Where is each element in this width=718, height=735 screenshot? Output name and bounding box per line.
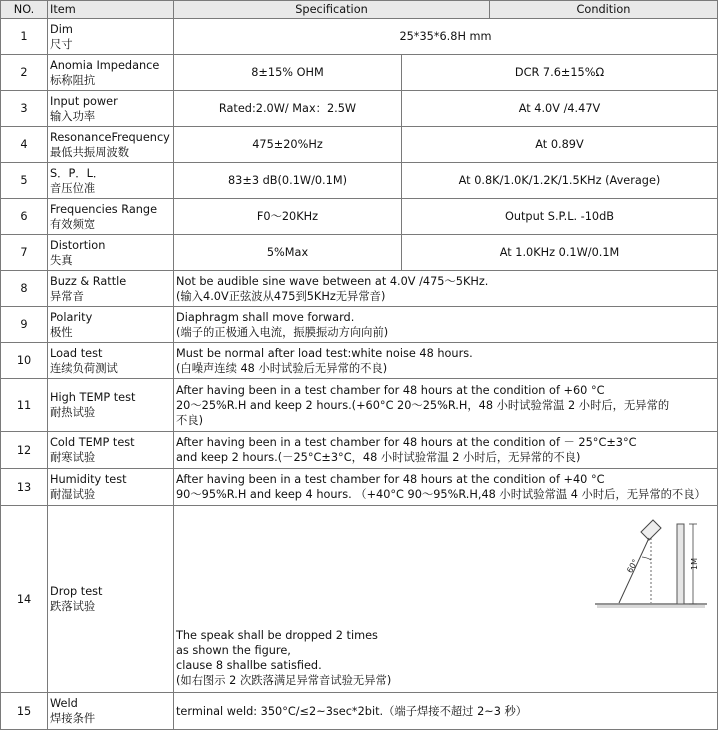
header-item: Item xyxy=(48,1,174,19)
item-name-cn: 极性 xyxy=(50,325,73,339)
item-name-cn: 焊接条件 xyxy=(50,712,96,725)
row-number: 1 xyxy=(1,19,48,55)
spec-value: 83±3 dB(0.1W/0.1M) xyxy=(174,163,402,199)
spec-value: F0～20KHz xyxy=(174,199,402,235)
angle-label: 60° xyxy=(625,557,641,575)
requirement-text xyxy=(174,343,718,379)
spec-value: 8±15% OHM xyxy=(174,55,402,91)
item-cell xyxy=(48,307,174,343)
item-name-en: Weld xyxy=(50,697,78,710)
item-name-cn: 音压位准 xyxy=(50,181,96,195)
condition-value: At 0.8K/1.0K/1.2K/1.5KHz (Average) xyxy=(402,163,718,199)
requirement-text xyxy=(174,432,718,469)
item-name-en: S．P．L． xyxy=(50,166,105,180)
requirement-line: and keep 2 hours.(－25°C±3°C，48 小时试验常温 2 小时后，无异常的不良) xyxy=(176,451,581,464)
requirement-text xyxy=(174,271,718,307)
item-name-cn: 标称阻抗 xyxy=(50,73,96,87)
item-cell xyxy=(48,55,174,91)
item-name-cn: 最低共振周波数 xyxy=(50,145,130,159)
item-name-en: ResonanceFrequency xyxy=(50,130,170,144)
item-name-cn: 耐热试验 xyxy=(50,406,96,419)
item-name-en: Drop test xyxy=(50,585,103,598)
item-cell xyxy=(48,469,174,506)
item-cell xyxy=(48,19,174,55)
spec-value: Rated:2.0W/ Max：2.5W xyxy=(174,91,402,127)
item-name-cn: 连续负荷测试 xyxy=(50,361,118,375)
test-stand xyxy=(677,524,684,604)
row-number: 4 xyxy=(1,127,48,163)
header-specification: Specification xyxy=(174,1,490,19)
requirement-line: After having been in a test chamber for 48 hours at the condition of +60 °C xyxy=(176,383,605,397)
item-name-en: Humidity test xyxy=(50,473,127,486)
spec-value: 5%Max xyxy=(174,235,402,271)
requirement-line: Not be audible sine wave between at 4.0V /475～5KHz. xyxy=(176,274,489,288)
table-row xyxy=(1,271,718,307)
item-cell xyxy=(48,379,174,432)
requirement-line: (白噪声连续 48 小时试验后无异常的不良) xyxy=(176,361,388,375)
item-cell xyxy=(48,235,174,271)
row-number: 14 xyxy=(1,506,48,693)
requirement-text xyxy=(174,469,718,506)
requirement-line: terminal weld: 350°C/≤2~3sec*2bit.（端子焊接不超过 2~3 秒） xyxy=(176,704,528,718)
table-row xyxy=(1,55,718,91)
requirement-line: (输入4.0V正弦波从475到5KHz无异常音) xyxy=(176,289,386,303)
header-row xyxy=(1,1,718,19)
requirement-line: (端子的正极通入电流，振膜振动方向向前) xyxy=(176,325,389,339)
item-cell xyxy=(48,693,174,730)
item-name-en: Frequencies Range xyxy=(50,202,158,216)
item-name-cn: 异常音 xyxy=(50,289,84,303)
table-row xyxy=(1,379,718,432)
item-cell xyxy=(48,91,174,127)
requirement-line: 90～95%R.H and keep 4 hours. （+40°C 90～95%R.H,48 小时试验常温 4 小时后，无异常的不良） xyxy=(176,488,706,501)
table-row xyxy=(1,307,718,343)
row-number: 7 xyxy=(1,235,48,271)
row-number: 2 xyxy=(1,55,48,91)
item-cell xyxy=(48,199,174,235)
requirement-line: Diaphragm shall move forward. xyxy=(176,310,355,324)
item-name-cn: 有效频宽 xyxy=(50,217,96,231)
item-name-en: High TEMP test xyxy=(50,391,136,404)
item-cell xyxy=(48,127,174,163)
speaker-sample xyxy=(641,520,661,540)
floor-base xyxy=(597,605,705,608)
requirement-text xyxy=(174,307,718,343)
table-row xyxy=(1,469,718,506)
requirement-text xyxy=(174,379,718,432)
item-name-cn: 输入功率 xyxy=(50,109,96,123)
item-name-en: Cold TEMP test xyxy=(50,436,135,449)
item-cell xyxy=(48,506,174,693)
table-row xyxy=(1,19,718,55)
table-row xyxy=(1,235,718,271)
item-name-en: Buzz & Rattle xyxy=(50,274,127,288)
row-number: 11 xyxy=(1,379,48,432)
requirement-line: After having been in a test chamber for 48 hours at the condition of － 25°C±3°C xyxy=(176,436,637,449)
requirement-line: (如右图示 2 次跌落满足异常音试验无异常) xyxy=(176,674,392,687)
header-condition: Condition xyxy=(490,1,718,19)
table-row xyxy=(1,163,718,199)
table-row xyxy=(1,127,718,163)
spec-value: 25*35*6.8H mm xyxy=(174,19,718,55)
spec-value: 475±20%Hz xyxy=(174,127,402,163)
item-name-en: Input power xyxy=(50,94,118,108)
item-name-cn: 耐寒试验 xyxy=(50,451,96,464)
item-cell xyxy=(48,271,174,307)
row-number: 9 xyxy=(1,307,48,343)
requirement-text xyxy=(174,693,718,730)
condition-value: At 4.0V /4.47V xyxy=(402,91,718,127)
header-no: NO. xyxy=(1,1,48,19)
drop-test-text xyxy=(176,628,391,688)
row-number: 12 xyxy=(1,432,48,469)
row-number: 6 xyxy=(1,199,48,235)
row-number: 13 xyxy=(1,469,48,506)
item-name-cn: 跌落试验 xyxy=(50,600,96,613)
requirement-line: Must be normal after load test:white noise 48 hours. xyxy=(176,346,473,360)
condition-value: At 1.0KHz 0.1W/0.1M xyxy=(402,235,718,271)
row-number: 5 xyxy=(1,163,48,199)
requirement-line: clause 8 shallbe satisfied. xyxy=(176,659,322,672)
row-number: 3 xyxy=(1,91,48,127)
item-cell xyxy=(48,432,174,469)
drop-test-cell xyxy=(174,506,718,693)
requirement-line: 20～25%R.H and keep 2 hours.(+60°C 20～25%R.H，48 小时试验常温 2 小时后，无异常的 xyxy=(176,398,670,412)
table-row xyxy=(1,693,718,730)
angle-arc xyxy=(642,557,651,560)
requirement-line: After having been in a test chamber for 48 hours at the condition of +40 °C xyxy=(176,473,605,486)
row-number: 10 xyxy=(1,343,48,379)
item-name-en: Distortion xyxy=(50,238,106,252)
item-name-en: Anomia Impedance xyxy=(50,58,160,72)
table-row xyxy=(1,91,718,127)
item-name-cn: 尺寸 xyxy=(50,37,73,51)
drop-test-figure xyxy=(591,512,711,617)
item-cell xyxy=(48,343,174,379)
item-name-en: Polarity xyxy=(50,310,93,324)
table-row xyxy=(1,343,718,379)
condition-value: DCR 7.6±15%Ω xyxy=(402,55,718,91)
item-name-en: Dim xyxy=(50,22,73,36)
item-name-cn: 失真 xyxy=(50,253,73,267)
table-row xyxy=(1,199,718,235)
item-cell xyxy=(48,163,174,199)
condition-value: Output S.P.L. -10dB xyxy=(402,199,718,235)
table-row xyxy=(1,506,718,693)
condition-value: At 0.89V xyxy=(402,127,718,163)
requirement-line: as shown the figure, xyxy=(176,644,291,657)
item-name-cn: 耐湿试验 xyxy=(50,488,96,501)
row-number: 8 xyxy=(1,271,48,307)
item-name-en: Load test xyxy=(50,346,103,360)
requirement-line: The speak shall be dropped 2 times xyxy=(176,629,378,642)
table-row xyxy=(1,432,718,469)
row-number: 15 xyxy=(1,693,48,730)
height-label: 1M xyxy=(690,558,699,570)
requirement-line: 不良) xyxy=(176,413,204,427)
